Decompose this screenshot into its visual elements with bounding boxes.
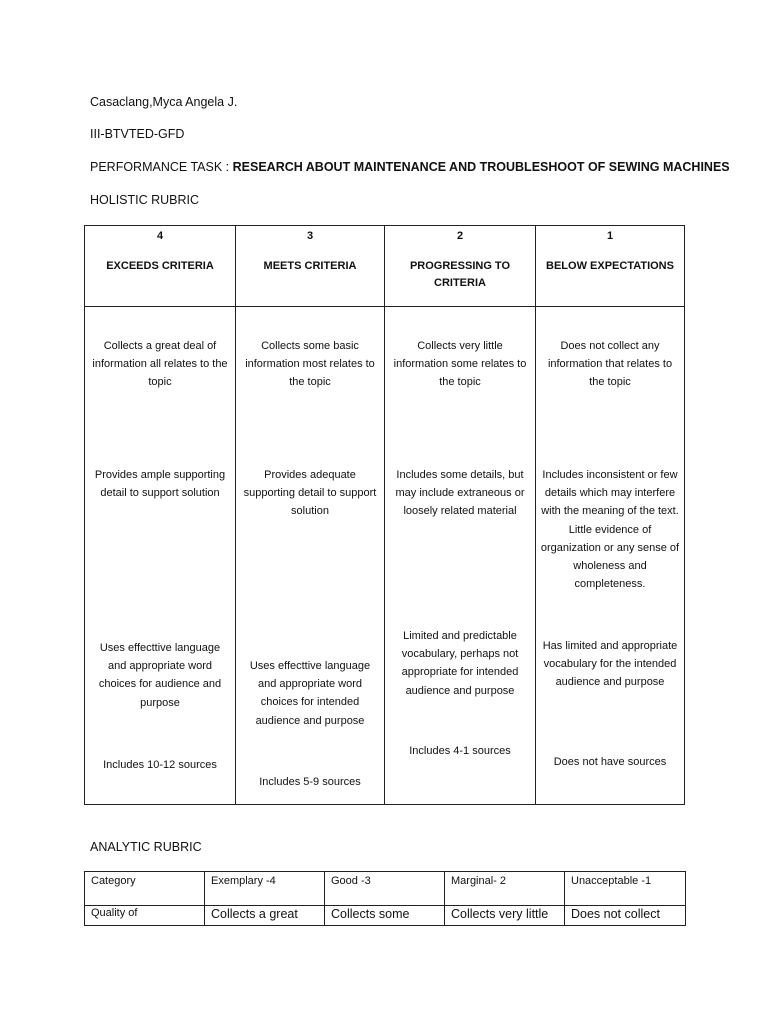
holistic-header-cell — [535, 226, 685, 306]
analytic-header-cell: Category — [85, 872, 205, 906]
score-label: PROGRESSING TO CRITERIA — [409, 260, 511, 289]
score-label: EXCEEDS CRITERIA — [106, 260, 214, 272]
score-label: BELOW EXPECTATIONS — [546, 260, 674, 272]
holistic-cell: Includes 10-12 sources — [103, 759, 217, 771]
task-title: RESEARCH ABOUT MAINTENANCE AND TROUBLESHOOT OF SEWING MACHINES — [232, 160, 730, 174]
holistic-header-cell — [85, 226, 235, 306]
holistic-cell: Has limited and appropriate vocabulary for the intended audience and purpose — [542, 640, 678, 689]
holistic-cell: Collects very little information some relates to the topic — [393, 340, 527, 389]
score-number: 3 — [306, 230, 314, 242]
holistic-cell: Provides ample supporting detail to support solution — [94, 469, 226, 500]
student-section: III-BTVTED-GFD — [90, 127, 185, 141]
holistic-cell: Includes 5-9 sources — [259, 776, 361, 788]
holistic-header-cell — [385, 226, 535, 306]
analytic-cell: Collects a great — [205, 906, 325, 926]
score-label: MEETS CRITERIA — [263, 260, 357, 272]
table-row — [85, 872, 686, 906]
analytic-cell: Collects some — [325, 906, 445, 926]
score-number: 4 — [156, 230, 164, 242]
holistic-cell: Collects a great deal of information all relates to the topic — [92, 340, 228, 389]
score-number: 1 — [606, 230, 614, 242]
table-row — [85, 906, 686, 926]
analytic-header-cell: Unacceptable -1 — [565, 872, 686, 906]
holistic-cell: Includes inconsistent or few details which may interfere with the meaning of the text. Little evidence of organization or any sense of wholeness and completeness. — [540, 469, 680, 591]
holistic-cell: Does not have sources — [553, 756, 667, 768]
holistic-cell: Uses effecttive language and appropriate word choices for audience and purpose — [98, 642, 222, 709]
holistic-rubric-table — [84, 225, 685, 805]
holistic-cell: Provides adequate supporting detail to support solution — [243, 469, 377, 518]
analytic-rubric-heading: ANALYTIC RUBRIC — [90, 840, 202, 854]
analytic-rubric-table — [84, 871, 686, 926]
analytic-cell: Quality of — [85, 906, 205, 926]
task-label: PERFORMANCE TASK : — [90, 160, 233, 174]
analytic-cell: Does not collect — [565, 906, 686, 926]
holistic-cell: Includes some details, but may include extraneous or loosely related material — [395, 469, 525, 518]
analytic-header-cell: Good -3 — [325, 872, 445, 906]
score-number: 2 — [456, 230, 464, 242]
performance-task-line — [90, 160, 730, 174]
holistic-cell: Does not collect any information that relates to the topic — [547, 340, 673, 389]
holistic-rubric-heading: HOLISTIC RUBRIC — [90, 193, 200, 207]
analytic-cell: Collects very little — [445, 906, 565, 926]
holistic-cell: Collects some basic information most relates to the topic — [245, 340, 375, 389]
header-divider — [85, 306, 684, 307]
analytic-header-cell: Exemplary -4 — [205, 872, 325, 906]
holistic-header-cell — [235, 226, 385, 306]
analytic-header-cell: Marginal- 2 — [445, 872, 565, 906]
holistic-cell: Limited and predictable vocabulary, perhaps not appropriate for intended audience and purpose — [401, 630, 519, 697]
holistic-cell: Uses effecttive language and appropriate word choices for intended audience and purpose — [249, 660, 371, 727]
student-name: Casaclang,Myca Angela J. — [90, 95, 238, 109]
holistic-cell: Includes 4-1 sources — [409, 745, 511, 757]
